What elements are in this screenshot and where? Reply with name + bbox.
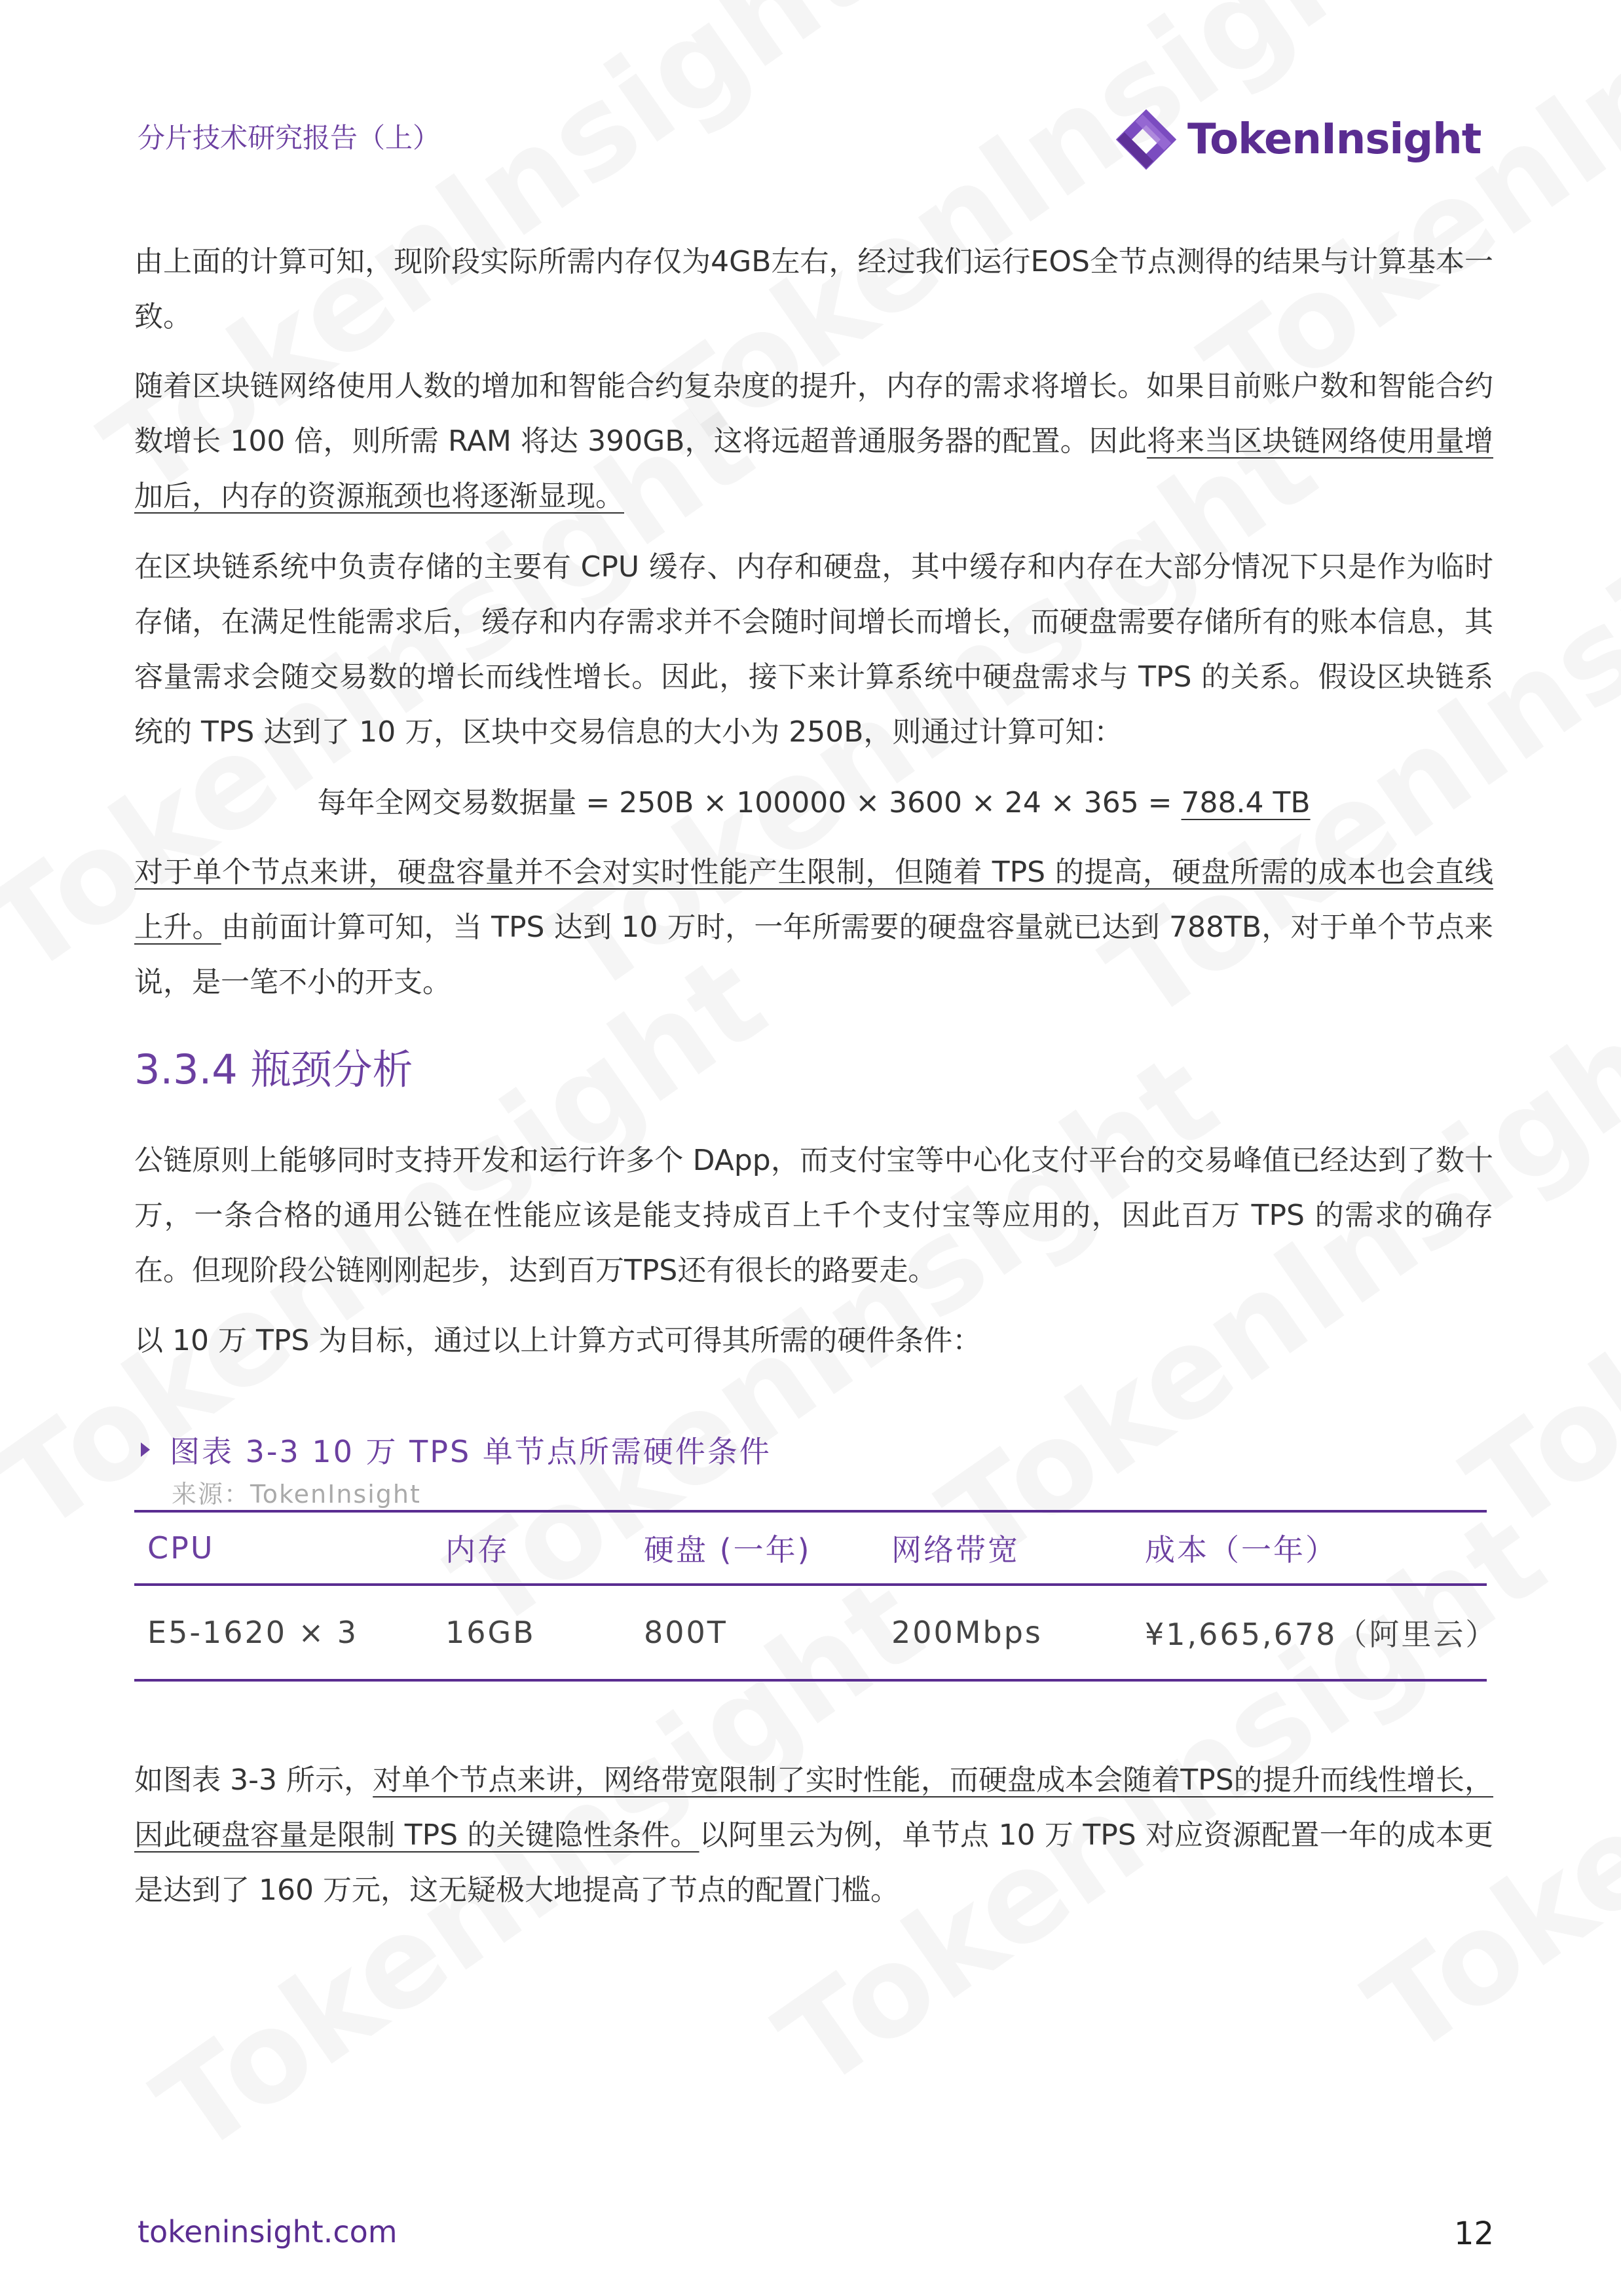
formula-line <box>134 776 1493 831</box>
logo-wordmark: TokenInsight <box>1187 115 1481 164</box>
underlined-emphasis: 对单个节点来讲，网络带宽限制了实时性能，而硬盘成本会随着TPS的提升而线性增长，因此硬盘容量是限制 TPS 的关键隐性条件。 <box>134 1763 1493 1852</box>
table-row <box>134 1586 1498 1679</box>
formula-result: 788.4 TB <box>1181 786 1311 819</box>
underlined-emphasis: 将来当区块链网络使用量增加后，内存的资源瓶颈也将逐渐显现。 <box>134 424 1493 513</box>
figure-source: 来源：TokenInsight <box>172 1480 421 1509</box>
table-cell: ¥1,665,678（阿里云） <box>1145 1617 1498 1652</box>
table-header-cell: 内存 <box>445 1532 510 1568</box>
tokeninsight-logo-icon <box>1110 104 1182 176</box>
table-cell: 800T <box>644 1615 728 1650</box>
underlined-emphasis: 对于单个节点来讲，硬盘容量并不会对实时性能产生限制，但随着 TPS 的提高，硬盘所需的成本也会直线上升。 <box>134 856 1493 944</box>
table-header-cell: CPU <box>147 1530 215 1566</box>
figure-caption-text: 图表 3-3 10 万 TPS 单节点所需硬件条件 <box>170 1434 772 1469</box>
section-heading: 3.3.4 瓶颈分析 <box>134 1045 413 1093</box>
table-cell: 16GB <box>445 1615 536 1650</box>
formula-expression: 每年全网交易数据量 = 250B × 100000 × 3600 × 24 × 365 = <box>317 786 1182 819</box>
caret-right-icon <box>141 1442 150 1457</box>
table-header-cell: 硬盘 (一年) <box>644 1532 811 1568</box>
paragraph <box>134 359 1493 524</box>
paragraph: 以 10 万 TPS 为目标，通过以上计算方式可得其所需的硬件条件： <box>134 1324 982 1357</box>
table-header-cell: 成本（一年） <box>1145 1532 1337 1568</box>
hardware-table <box>134 1510 1498 1682</box>
table-cell: E5-1620 × 3 <box>147 1615 359 1650</box>
page-number: 12 <box>1454 2215 1495 2252</box>
paragraph-text: 随着区块链网络使用人数的增加和智能合约复杂度的提升，内存的需求将增长。如果目前账户数和智能合约数增长 100 倍，则所需 RAM 将达 390GB，这将远超普通服务器的配置。因此 <box>134 369 1493 458</box>
paragraph: 公链原则上能够同时支持开发和运行许多个 DApp，而支付宝等中心化支付平台的交易峰值已经达到了数十万，一条合格的通用公链在性能应该是能支持成百上千个支付宝等应用的，因此百万 TPS 的需求的确存在。但现阶段公链刚刚起步，达到百万TPS还有很长的路要走。 <box>134 1144 1493 1287</box>
paragraph: 在区块链系统中负责存储的主要有 CPU 缓存、内存和硬盘，其中缓存和内存在大部分情况下只是作为临时存储，在满足性能需求后，缓存和内存需求并不会随时间增长而增长，而硬盘需要存储所有的账本信息，其容量需求会随交易数的增长而线性增长。因此，接下来计算系统中硬盘需求与 TPS 的关系。假设区块链系统的 TPS 达到了 10 万，区块中交易信息的大小为 250B，则通过计算可知： <box>134 550 1493 749</box>
table-cell: 200Mbps <box>891 1615 1043 1650</box>
paragraph-text: 如图表 3-3 所示， <box>134 1763 373 1797</box>
paragraph-text: 由前面计算可知，当 TPS 达到 10 万时，一年所需要的硬盘容量就已达到 788TB，对于单个节点来说，是一笔不小的开支。 <box>134 911 1493 999</box>
table-header-cell: 网络带宽 <box>891 1532 1020 1568</box>
table-header-row <box>134 1513 1487 1586</box>
paragraph <box>134 845 1493 1010</box>
footer-website-link[interactable]: tokeninsight.com <box>138 2214 398 2249</box>
figure-caption <box>141 1428 772 1471</box>
paragraph-text: 以阿里云为例，单节点 10 万 TPS 对应资源配置一年的成本更是达到了 160 万元，这无疑极大地提高了节点的配置门槛。 <box>134 1818 1494 1907</box>
paragraph: 由上面的计算可知，现阶段实际所需内存仅为4GB左右，经过我们运行EOS全节点测得的结果与计算基本一致。 <box>134 245 1493 333</box>
header-report-title: 分片技术研究报告（上） <box>138 122 441 154</box>
paragraph <box>134 1753 1493 1918</box>
brand-logo <box>1110 104 1481 176</box>
